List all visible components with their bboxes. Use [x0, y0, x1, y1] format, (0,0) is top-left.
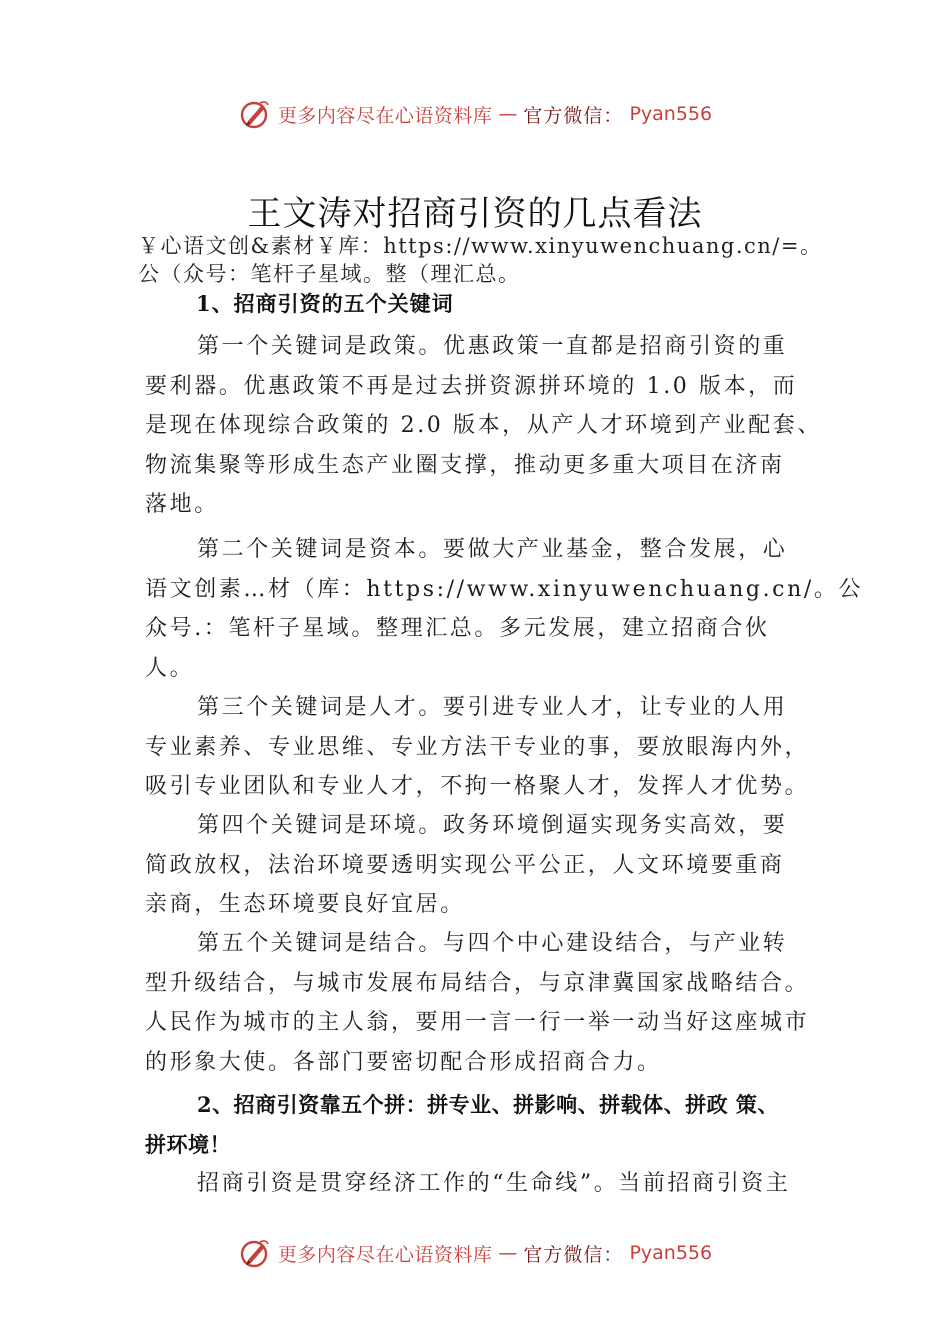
document-title: 王文涛对招商引资的几点看法 [247, 194, 703, 234]
paragraph-line: 招商引资是贯穿经济工作的“生命线”。当前招商引资主 [197, 1171, 791, 1196]
footer-banner [0, 1233, 950, 1273]
paragraph-line: 是现在体现综合政策的 2.0 版本，从产人才环境到产业配套、 [145, 413, 822, 438]
paragraph-line: 众号.：笔杆子星域。整理汇总。多元发展，建立招商合伙 [145, 616, 770, 641]
paragraph-line: 专业素养、专业思维、专业方法干专业的事，要放眼海内外， [145, 734, 810, 760]
paragraph-line: 的形象大使。各部门要密切配合形成招商合力。 [145, 1049, 662, 1075]
paragraph-line: 要利器。优惠政策不再是过去拼资源拼环境的 1.0 版本，而 [145, 373, 798, 399]
paragraph-line: 第二个关键词是资本。要做大产业基金，整合发展，心 [197, 537, 788, 562]
paragraph-line: 第四个关键词是环境。政务环境倒逼实现务实高效，要 [197, 813, 788, 838]
paragraph-line: 落地。 [145, 492, 219, 517]
paragraph-line: 人民作为城市的主人翁，要用一言一行一举一动当好这座城市 [145, 1010, 810, 1035]
banner-dash: — [498, 1242, 518, 1264]
paragraph-capital [145, 530, 864, 688]
section-1-heading: 1、招商引资的五个关键词 [196, 291, 454, 316]
pen-logo-icon [238, 1236, 272, 1270]
banner-dash: — [498, 103, 518, 125]
banner-text: 更多内容尽在心语资料库 [277, 104, 493, 127]
paragraph-integration [145, 924, 815, 1082]
banner-wechat-id: Pyan556 [629, 1242, 713, 1264]
paragraph-line: 第三个关键词是人才。要引进专业人才，让专业的人用 [197, 695, 788, 720]
paragraph-line: 语文创素…材（库：https://www.xinyuwenchuang.cn/。公 [145, 576, 864, 602]
header-banner [0, 94, 950, 134]
banner-text: 更多内容尽在心语资料库 [277, 1243, 493, 1266]
paragraph-line: 第五个关键词是结合。与四个中心建设结合，与产业转 [197, 931, 788, 956]
paragraph-line: 吸引专业团队和专业人才，不拘一格聚人才，发挥人才优势。 [145, 774, 810, 799]
heading-line: 拼环境！ [145, 1131, 231, 1157]
source-line-1: ￥心语文创&素材￥库：https://www.xinyuwenchuang.cn/=。 [138, 234, 823, 258]
paragraph-lifeline [145, 1164, 815, 1204]
paragraph-line: 亲商，生态环境要良好宜居。 [145, 892, 465, 917]
paragraph-line: 型升级结合，与城市发展布局结合，与京津冀国家战略结合。 [145, 970, 810, 996]
source-line-2: 公（众号：笔杆子星域。整（理汇总。 [138, 262, 521, 286]
paragraph-policy [145, 327, 822, 525]
heading-line: 2、招商引资靠五个拼：拼专业、拼影响、拼载体、拼政 策、 [197, 1092, 779, 1117]
paragraph-line: 人。 [145, 655, 195, 681]
pen-logo-icon [238, 97, 272, 131]
banner-wechat-id: Pyan556 [629, 103, 713, 125]
paragraph-environment [145, 806, 815, 925]
paragraph-line: 物流集聚等形成生态产业圈支撑，推动更多重大项目在济南 [145, 452, 785, 478]
paragraph-talent [145, 688, 815, 807]
paragraph-line: 简政放权，法治环境要透明实现公平公正，人文环境要重商 [145, 852, 785, 878]
banner-wechat-label: 官方微信： [523, 1243, 624, 1266]
banner-wechat-label: 官方微信： [523, 104, 624, 127]
paragraph-line: 第一个关键词是政策。优惠政策一直都是招商引资的重 [197, 334, 788, 359]
section-2-heading [145, 1085, 815, 1164]
